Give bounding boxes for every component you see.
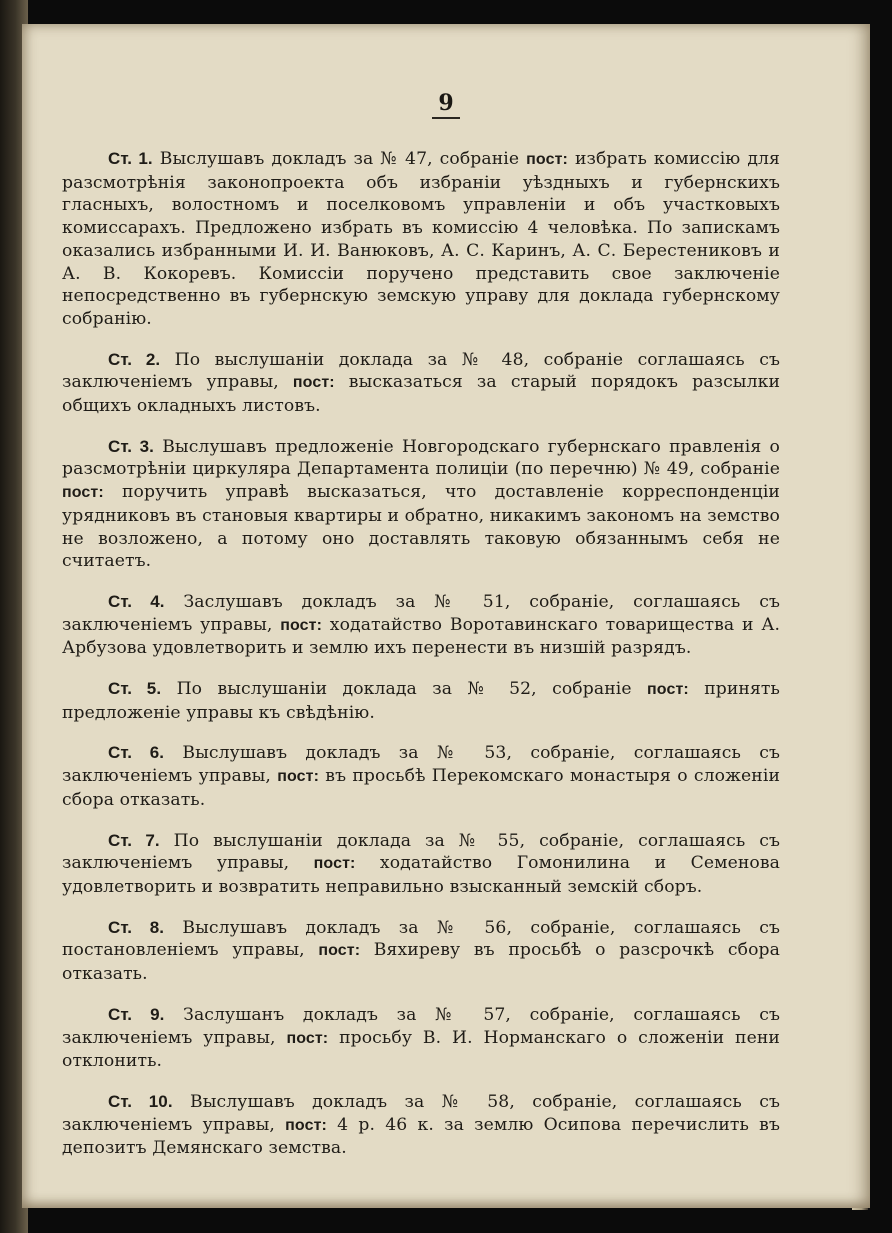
paragraph-text: высказаться за старый порядокъ разсылки общихъ окладныхъ листовъ. [62, 372, 781, 417]
paragraph-intro: Выслушавъ докладъ за № 53, собраніе, соглашаясь съ заключеніемъ управы, [62, 743, 780, 787]
paragraph-intro: По выслушаніи доклада за № 52, собраніе [161, 679, 648, 700]
paragraph-text: принять предложеніе управы къ свѣдѣнію. [62, 679, 781, 723]
article-number: Ст. 10. [108, 1091, 173, 1111]
article-number: Ст. 3. [108, 436, 154, 456]
article-number: Ст. 4. [108, 591, 165, 611]
paragraph-text: въ просьбѣ Перекомскаго монастыря о сложеніи сбора отказать. [62, 766, 780, 810]
decision-label: пост: [286, 1029, 329, 1047]
paragraph-text: поручить управѣ высказаться, что доставленіе корреспонденціи урядниковъ въ становыя квартиры и обратно, никакимъ закономъ на земство не возложено, а потому оно доставлять таковую обязаннымъ себя не считаетъ. [62, 482, 780, 572]
paragraph-1 [62, 148, 780, 331]
paragraph-8 [62, 917, 780, 986]
paragraph-text: ходатайство Гомонилина и Семенова удовлетворить и возвратить неправильно взысканный земскій сборъ. [62, 853, 780, 897]
paragraph-3 [62, 436, 780, 573]
paragraph-6 [62, 742, 780, 811]
paragraph-9 [62, 1004, 780, 1073]
decision-label: пост: [280, 616, 323, 634]
paragraph-text: 4 р. 46 к. за землю Осипова перечислить въ депозитъ Демянскаго земства. [62, 1114, 780, 1159]
decision-label: пост: [318, 942, 361, 960]
decision-label: пост: [313, 855, 356, 873]
decision-label: пост: [62, 484, 104, 502]
paragraph-intro: Выслушавъ докладъ за № 47, собраніе [152, 149, 527, 169]
paragraph-intro: Заслушавъ докладъ за № 51, собраніе, соглашаясь съ заключеніемъ управы, [62, 591, 780, 635]
paragraph-intro: Выслушавъ предложеніе Новгородскаго губернскаго правленія о разсмотрѣніи циркуляра Департамента полиціи (по перечню) № 49, собраніе [62, 436, 780, 480]
paragraph-text: просьбу В. И. Норманскаго о сложеніи пени отклонить. [62, 1027, 780, 1072]
decision-label: пост: [285, 1116, 327, 1134]
page-number: 9 [22, 90, 870, 119]
decision-label: пост: [647, 681, 689, 699]
article-number: Ст. 6. [108, 743, 165, 763]
article-number: Ст. 1. [108, 149, 153, 168]
paragraph-2 [62, 349, 780, 418]
document-body [62, 148, 780, 1178]
paragraph-intro: Выслушавъ докладъ за № 58, собраніе, соглашаясь съ заключеніемъ управы, [62, 1091, 780, 1135]
paragraph-10 [62, 1091, 780, 1160]
paragraph-text: Вяхиреву въ просьбѣ о разсрочкѣ сбора отказать. [62, 940, 780, 985]
paragraph-intro: По выслушаніи доклада за № 55, собраніе, соглашаясь съ заключеніемъ управы, [62, 830, 780, 874]
decision-label: пост: [526, 151, 568, 168]
document-page [22, 24, 870, 1208]
decision-label: пост: [292, 374, 335, 392]
paragraph-intro: По выслушаніи доклада за № 48, собраніе соглашаясь съ заключеніемъ управы, [62, 349, 780, 393]
paragraph-intro: Выслушавъ докладъ за № 56, собраніе, соглашаясь съ постановленіемъ управы, [62, 917, 780, 961]
paragraph-5 [62, 678, 780, 724]
decision-label: пост: [277, 768, 320, 786]
paragraph-7 [62, 830, 780, 899]
paragraph-intro: Заслушанъ докладъ за № 57, собраніе, соглашаясь съ заключеніемъ управы, [62, 1004, 780, 1048]
article-number: Ст. 7. [108, 830, 160, 850]
article-number: Ст. 5. [108, 679, 162, 699]
paragraph-4 [62, 591, 780, 660]
article-number: Ст. 8. [108, 917, 165, 937]
paragraph-text: ходатайство Воротавинскаго товарищества и А. Арбузова удовлетворить и землю ихъ перенести въ низшій разрядъ. [62, 614, 781, 659]
article-number: Ст. 9. [108, 1004, 165, 1024]
paragraph-text: избрать комиссію для разсмотрѣнія законопроекта объ избраніи уѣздныхъ и губернскихъ гласныхъ, волостномъ и поселковомъ управленіи и объ участковыхъ комиссарахъ. Предложено избрать въ комиссію 4 человѣка. По запискамъ оказались избранными И. И. Ванюковъ, А. С. Каринъ, А. С. Берестениковъ и А. В. Кокоревъ. Комиссіи поручено представить свое заключеніе непосредственно въ губернскую земскую управу для доклада губернскому собранію. [62, 149, 780, 329]
article-number: Ст. 2. [108, 349, 161, 369]
